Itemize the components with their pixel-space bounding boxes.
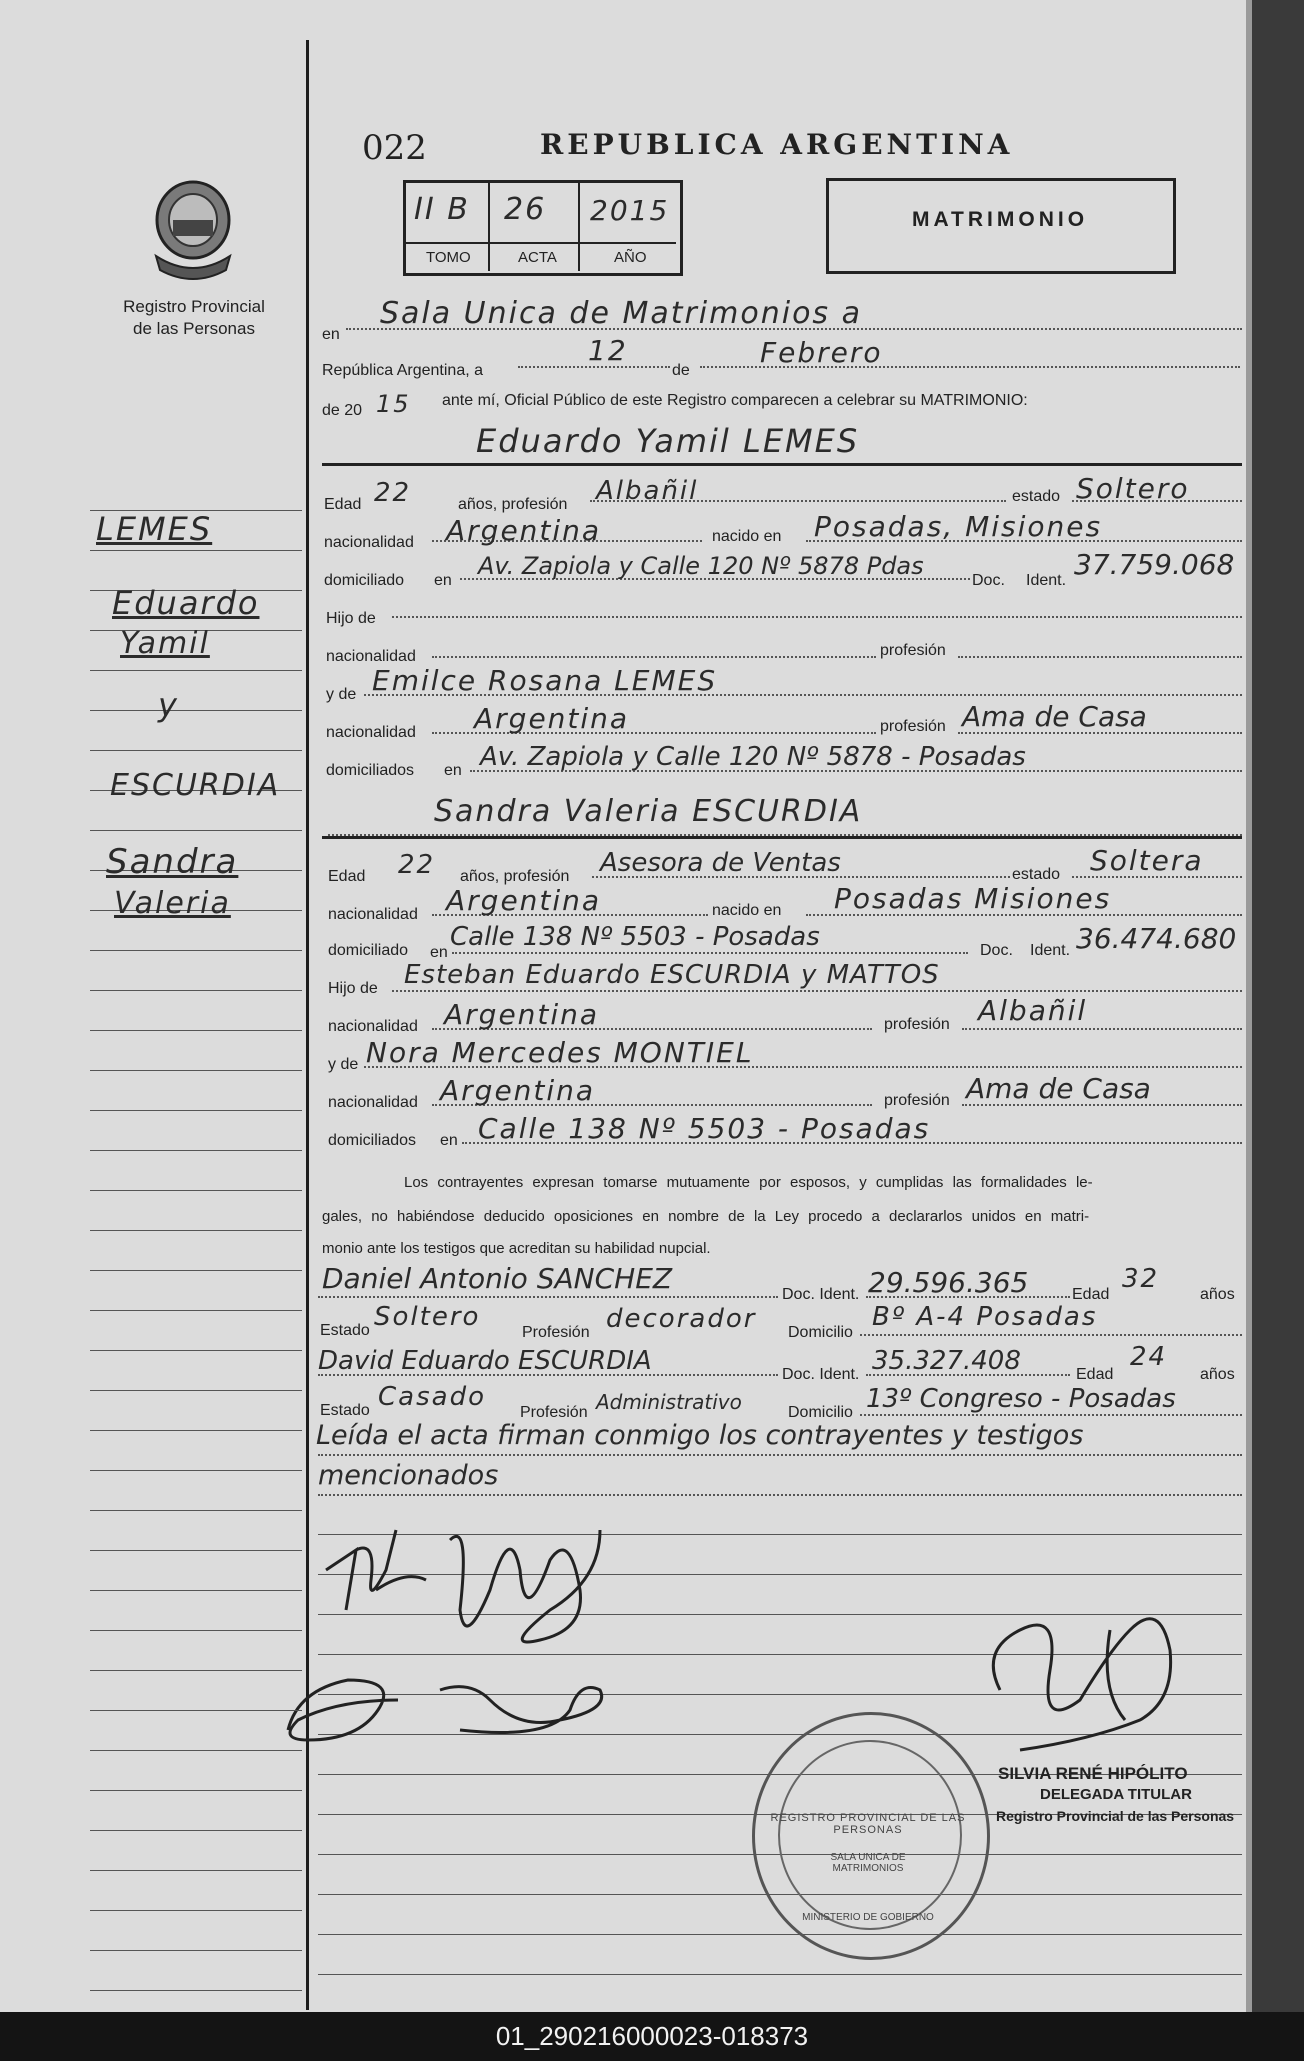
c2-domicilio-padres: Calle 138 Nº 5503 - Posadas	[478, 1112, 931, 1145]
t2-domicilio: 13º Congreso - Posadas	[866, 1384, 1176, 1414]
margin-surname-1: LEMES	[96, 510, 213, 548]
margin-given-name-4: Valeria	[114, 886, 231, 921]
c2-madre-nac: Argentina	[440, 1074, 596, 1107]
t1-nombre: Daniel Antonio SANCHEZ	[322, 1262, 673, 1295]
label-domicilio-t2: Domicilio	[788, 1404, 853, 1421]
label-en-3: en	[444, 762, 462, 779]
label-profesion-t1: Profesión	[522, 1324, 590, 1341]
signature-contrayente-1	[316, 1510, 436, 1630]
misiones-coat-of-arms-icon	[148, 176, 238, 284]
label-en-5: en	[440, 1132, 458, 1149]
stamp-outer-text: REGISTRO PROVINCIAL DE LAS PERSONAS	[770, 1812, 966, 1836]
label-ident: Ident.	[1026, 572, 1067, 589]
stamp-bottom-text: MINISTERIO DE GOBIERNO	[802, 1912, 934, 1923]
label-domiciliado: domiciliado	[324, 572, 405, 589]
label-de20: de 20	[322, 402, 363, 419]
label-en: en	[322, 326, 340, 343]
label-ident-2: Ident.	[1030, 942, 1071, 959]
label-nacido-en: nacido en	[712, 528, 782, 545]
label-ante: ante mí, Oficial Público de este Registro comparecen a celebrar su MATRIMONIO:	[442, 392, 1028, 409]
c2-profesion: Asesora de Ventas	[600, 848, 841, 878]
margin-given-name-3: Sandra	[106, 842, 239, 882]
c1-madre-nac: Argentina	[474, 702, 630, 735]
margin-given-name-2: Yamil	[120, 626, 210, 661]
tomo-label: TOMO	[426, 249, 471, 266]
c1-dni: 37.759.068	[1074, 548, 1235, 581]
t1-profesion: decorador	[606, 1304, 757, 1334]
c1-profesion: Albañil	[596, 476, 699, 506]
label-doc-ident: Doc. Ident.	[782, 1286, 860, 1303]
margin-given-name-1: Eduardo	[112, 584, 260, 622]
t1-dni: 29.596.365	[868, 1266, 1029, 1299]
label-edad-2: Edad	[328, 868, 366, 885]
c1-madre-prof: Ama de Casa	[962, 700, 1147, 733]
contrayente2-nombre: Sandra Valeria ESCURDIA	[434, 794, 863, 829]
acta-label: ACTA	[518, 249, 557, 266]
label-domiciliados-2: domiciliados	[328, 1132, 417, 1149]
declaracion-line-1: Los contrayentes expresan tomarse mutuamente por esposos, y cumplidas las formalidades le-	[404, 1174, 1093, 1191]
official-title: DELEGADA TITULAR	[1040, 1786, 1192, 1803]
stamp-inner-text: SALA UNICA DE MATRIMONIOS	[830, 1852, 906, 1874]
anio-label: AÑO	[614, 249, 647, 266]
page-number: 022	[362, 128, 427, 168]
margin-surname-2: ESCURDIA	[110, 768, 281, 803]
c2-dni: 36.474.680	[1076, 922, 1237, 955]
tomo-value: II B	[414, 192, 470, 227]
label-anos-t2: años	[1200, 1366, 1235, 1383]
label-en-2: en	[434, 572, 452, 589]
label-nacionalidad-5: nacionalidad	[328, 1018, 418, 1035]
anio-value: 2015	[590, 194, 670, 227]
c1-domicilio: Av. Zapiola y Calle 120 Nº 5878 Pdas	[478, 552, 924, 580]
c2-padre-prof: Albañil	[978, 994, 1088, 1027]
label-hijo-de-2: Hijo de	[328, 980, 378, 997]
c2-domicilio: Calle 138 Nº 5503 - Posadas	[450, 922, 820, 952]
label-y-de-2: y de	[328, 1056, 359, 1073]
label-anos-prof: años, profesión	[458, 496, 568, 513]
t2-dni: 35.327.408	[872, 1346, 1021, 1376]
contrayente1-nombre: Eduardo Yamil LEMES	[476, 422, 860, 460]
label-nacido-en-2: nacido en	[712, 902, 782, 919]
cierre-line-2: mencionados	[318, 1460, 499, 1491]
c2-padre-nac: Argentina	[444, 998, 600, 1031]
label-anos-prof-2: años, profesión	[460, 868, 570, 885]
signature-testigo-2	[430, 1670, 630, 1750]
label-en-4: en	[430, 944, 448, 961]
cierre-line-1: Leída el acta firman conmigo los contrayentes y testigos	[316, 1420, 1084, 1451]
label-doc-2: Doc.	[980, 942, 1013, 959]
page-edge	[1246, 0, 1252, 2012]
margin-conjunction: y	[158, 686, 179, 724]
signature-contrayente-2	[430, 1500, 620, 1670]
label-estado: estado	[1012, 488, 1061, 505]
c2-nacionalidad: Argentina	[446, 884, 602, 917]
label-estado-t1: Estado	[320, 1322, 370, 1339]
declaracion-line-2: gales, no habiéndose deducido oposiciones en nombre de la Ley procedo a declararlos unidos en matri-	[322, 1208, 1090, 1225]
label-nacionalidad-2: nacionalidad	[326, 648, 416, 665]
book-edge	[1248, 0, 1304, 2012]
label-estado-2: estado	[1012, 866, 1061, 883]
label-nacionalidad-3: nacionalidad	[326, 724, 416, 741]
country-title: REPUBLICA ARGENTINA	[540, 128, 1014, 161]
label-estado-t2: Estado	[320, 1402, 370, 1419]
t1-edad: 32	[1122, 1264, 1160, 1294]
dia-value: 12	[588, 334, 628, 367]
t2-estado: Casado	[378, 1382, 486, 1412]
label-nacionalidad-4: nacionalidad	[328, 906, 418, 923]
label-republica: República Argentina, a	[322, 362, 483, 379]
mes-value: Febrero	[760, 336, 883, 369]
label-profesion-2: profesión	[880, 718, 946, 735]
c1-domicilio-padres: Av. Zapiola y Calle 120 Nº 5878 - Posadas	[480, 742, 1026, 772]
c2-nacido: Posadas Misiones	[834, 882, 1112, 915]
label-edad-t1: Edad	[1072, 1286, 1110, 1303]
label-anos-t1: años	[1200, 1286, 1235, 1303]
label-nacionalidad-6: nacionalidad	[328, 1094, 418, 1111]
label-profesion-t2: Profesión	[520, 1404, 588, 1421]
c2-madre-prof: Ama de Casa	[966, 1072, 1151, 1105]
c1-madre: Emilce Rosana LEMES	[372, 664, 718, 697]
label-edad-t2: Edad	[1076, 1366, 1114, 1383]
signature-oficial	[960, 1590, 1230, 1770]
label-profesion-4: profesión	[884, 1092, 950, 1109]
label-profesion-3: profesión	[884, 1016, 950, 1033]
c1-nacionalidad: Argentina	[446, 514, 602, 547]
label-nacionalidad: nacionalidad	[324, 534, 414, 551]
scan-id-footer: 01_290216000023-018373	[0, 2012, 1304, 2061]
c1-estado: Soltero	[1076, 472, 1190, 505]
c2-edad: 22	[398, 850, 436, 880]
t2-edad: 24	[1130, 1342, 1168, 1372]
label-domiciliados: domiciliados	[326, 762, 415, 779]
label-de: de	[672, 362, 690, 379]
declaracion-line-3: monio ante los testigos que acreditan su habilidad nupcial.	[322, 1240, 711, 1257]
label-doc: Doc.	[972, 572, 1005, 589]
label-domiciliado-2: domiciliado	[328, 942, 409, 959]
official-office: Registro Provincial de las Personas	[996, 1808, 1235, 1824]
label-edad: Edad	[324, 496, 362, 513]
c2-madre: Nora Mercedes MONTIEL	[366, 1036, 754, 1069]
c1-edad: 22	[374, 478, 412, 508]
c2-estado: Soltera	[1090, 844, 1204, 877]
label-doc-ident-2: Doc. Ident.	[782, 1366, 860, 1383]
acta-value: 26	[504, 192, 547, 227]
lugar-value: Sala Unica de Matrimonios a	[380, 296, 862, 331]
t1-estado: Soltero	[374, 1302, 481, 1332]
official-name: SILVIA RENÉ HIPÓLITO	[998, 1764, 1188, 1783]
record-type: MATRIMONIO	[911, 208, 1089, 231]
label-hijo-de: Hijo de	[326, 610, 376, 627]
t2-nombre: David Eduardo ESCURDIA	[318, 1346, 652, 1376]
label-profesion: profesión	[880, 642, 946, 659]
c2-padre: Esteban Eduardo ESCURDIA y MATTOS	[404, 960, 940, 990]
label-domicilio-t1: Domicilio	[788, 1324, 853, 1341]
c1-nacido: Posadas, Misiones	[814, 510, 1103, 543]
anio-intro-value: 15	[376, 390, 411, 418]
t1-domicilio: Bº A-4 Posadas	[872, 1302, 1098, 1332]
registry-name: Registro Provincial de las Personas	[123, 297, 265, 338]
t2-profesion: Administrativo	[596, 1390, 742, 1414]
label-y-de: y de	[326, 686, 357, 703]
